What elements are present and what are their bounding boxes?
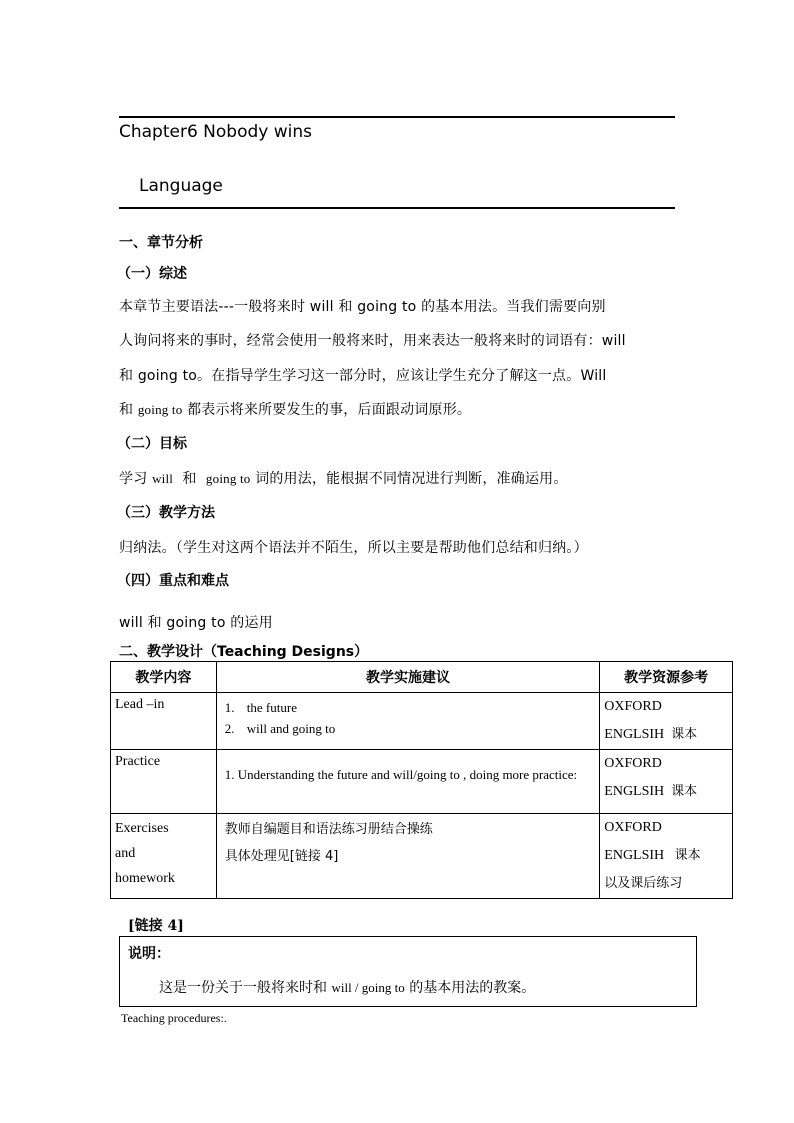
overview-line4-b: going to <box>137 402 183 417</box>
table-row <box>111 750 733 814</box>
row1-suggestion-2: 2. will and going to <box>224 721 336 736</box>
row2-suggestion: 1. Understanding the future and will/going to , doing more practice: <box>224 767 578 782</box>
key-points-heading: （四）重点和难点 <box>117 573 229 589</box>
section1-heading: 一、章节分析 <box>119 235 203 251</box>
link-4-label: [链接 4] <box>128 918 184 934</box>
teaching-design-table <box>110 661 733 899</box>
note-title: 说明： <box>128 946 170 962</box>
overview-line4-c: 都表示将来所要发生的事，后面跟动词原形。 <box>187 402 472 418</box>
overview-line1: 本章节主要语法---一般将来时 will 和 going to 的基本用法。当我们需要向别 <box>119 299 606 315</box>
row2-content: Practice <box>115 754 161 769</box>
section2-heading: 二、教学设计（Teaching Designs） <box>119 644 369 660</box>
method-text: 归纳法。（学生对这两个语法并不陌生，所以主要是帮助他们总结和归纳。） <box>119 540 588 556</box>
row3-content: Exercises and homework <box>115 821 175 886</box>
row1-resource: OXFORD ENGLSIH 课本 <box>604 699 698 742</box>
row1-content: Lead –in <box>115 697 165 712</box>
goal-heading: （二）目标 <box>117 436 187 452</box>
method-heading: （三）教学方法 <box>117 505 215 521</box>
chapter-subtitle: Language <box>139 176 223 196</box>
goal-text-b: will <box>152 471 174 486</box>
bottom-rule <box>119 207 675 209</box>
header-content: 教学内容 <box>111 662 217 693</box>
goal-text-c: 和 <box>182 471 197 487</box>
chapter-title: Chapter6 Nobody wins <box>119 122 313 142</box>
overview-heading: （一）综述 <box>117 266 187 282</box>
note-body: 这是一份关于一般将来时和 will / going to 的基本用法的教案。 <box>159 980 536 996</box>
overview-line3: 和 going to。在指导学生学习这一部分时，应该让学生充分了解这一点。Will <box>119 368 607 384</box>
teaching-procedures-label: Teaching procedures:. <box>121 1011 227 1025</box>
table-header-row <box>111 662 733 693</box>
overview-line2: 人询问将来的事时，经常会使用一般将来时，用来表达一般将来时的词语有：will <box>119 333 626 349</box>
header-resources: 教学资源参考 <box>600 662 733 693</box>
overview-line4-a: 和 <box>119 402 134 418</box>
row1-suggestion-1: 1. the future <box>224 700 297 715</box>
header-suggestions: 教学实施建议 <box>216 662 599 693</box>
goal-text <box>119 468 568 488</box>
row3-resource: OXFORD ENGLSIH 课本 以及课后练习 <box>604 820 701 891</box>
row2-resource: OXFORD ENGLSIH 课本 <box>604 756 698 799</box>
top-rule <box>119 116 675 118</box>
goal-text-d: going to <box>205 471 251 486</box>
goal-text-a: 学习 <box>119 471 148 487</box>
row3-suggestion: 教师自编题目和语法练习册结合操练 具体处理见[链接 4] <box>224 822 433 864</box>
table-row <box>111 814 733 899</box>
table-row <box>111 693 733 750</box>
overview-line4 <box>119 399 471 419</box>
goal-text-e: 词的用法，能根据不同情况进行判断，准确运用。 <box>255 471 568 487</box>
note-box <box>119 936 697 1007</box>
key-points-text: will 和 going to 的运用 <box>119 615 273 631</box>
